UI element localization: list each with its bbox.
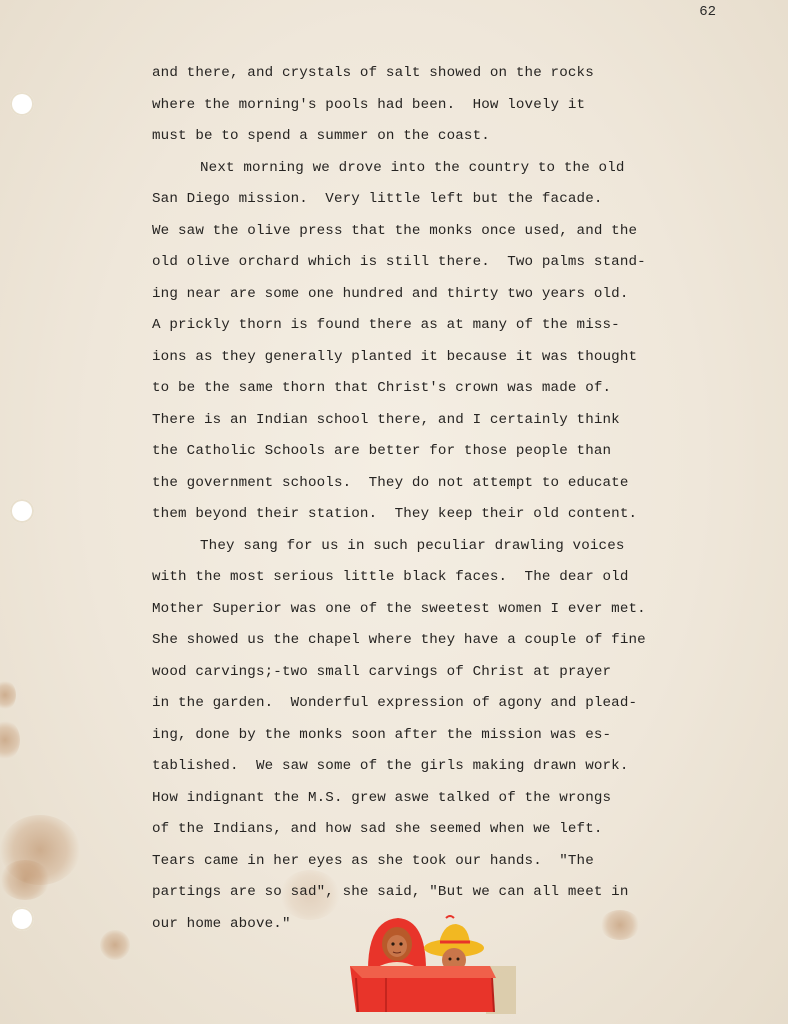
text-line: partings are so sad", she said, "But we can all meet in bbox=[152, 884, 629, 900]
text-line: A prickly thorn is found there as at many of the miss- bbox=[152, 317, 620, 333]
stain-mark bbox=[0, 720, 20, 760]
punch-hole bbox=[10, 907, 34, 931]
text-line: must be to spend a summer on the coast. bbox=[152, 128, 490, 144]
text-line: Tears came in her eyes as she took our hands. "The bbox=[152, 852, 594, 869]
stain-mark bbox=[0, 680, 16, 710]
text-line: tablished. We saw some of the girls making drawn work. bbox=[152, 758, 629, 774]
text-line: and there, and crystals of salt showed on the rocks bbox=[152, 65, 594, 81]
text-line: wood carvings;-two small carvings of Christ at prayer bbox=[152, 663, 612, 680]
typed-text-body bbox=[152, 58, 712, 940]
text-line: the government schools. They do not attempt to educate bbox=[152, 474, 629, 491]
text-line: our home above." bbox=[152, 915, 291, 932]
text-line: old olive orchard which is still there. Two palms stand- bbox=[152, 254, 646, 270]
stain-mark bbox=[100, 930, 130, 960]
text-line: She showed us the chapel where they have a couple of fine bbox=[152, 632, 646, 648]
text-line: How indignant the M.S. grew aswe talked of the wrongs bbox=[152, 789, 612, 806]
text-line: ions as they generally planted it because it was thought bbox=[152, 348, 638, 365]
text-line: of the Indians, and how sad she seemed when we left. bbox=[152, 821, 603, 837]
text-line: with the most serious little black faces. The dear old bbox=[152, 569, 629, 585]
text-line: in the garden. Wonderful expression of agony and plead- bbox=[152, 695, 638, 711]
text-line: the Catholic Schools are better for those people than bbox=[152, 443, 612, 459]
text-line: ing near are some one hundred and thirty two years old. bbox=[152, 285, 629, 302]
text-line: Mother Superior was one of the sweetest women I ever met. bbox=[152, 600, 646, 617]
two-children-in-box-sticker bbox=[346, 912, 518, 1016]
page-number: 62 bbox=[699, 4, 716, 20]
text-line: There is an Indian school there, and I certainly think bbox=[152, 411, 620, 428]
text-line: Next morning we drove into the country to the old bbox=[200, 159, 625, 176]
text-line: San Diego mission. Very little left but the facade. bbox=[152, 191, 603, 207]
text-line: ing, done by the monks soon after the mission was es- bbox=[152, 726, 612, 743]
text-line: They sang for us in such peculiar drawling voices bbox=[200, 537, 625, 554]
text-line: We saw the olive press that the monks once used, and the bbox=[152, 222, 638, 239]
text-line: to be the same thorn that Christ's crown was made of. bbox=[152, 380, 612, 396]
punch-hole bbox=[10, 92, 34, 116]
text-line: them beyond their station. They keep their old content. bbox=[152, 506, 638, 522]
stain-mark bbox=[0, 860, 50, 900]
text-line: where the morning's pools had been. How lovely it bbox=[152, 96, 586, 113]
punch-hole bbox=[10, 499, 34, 523]
